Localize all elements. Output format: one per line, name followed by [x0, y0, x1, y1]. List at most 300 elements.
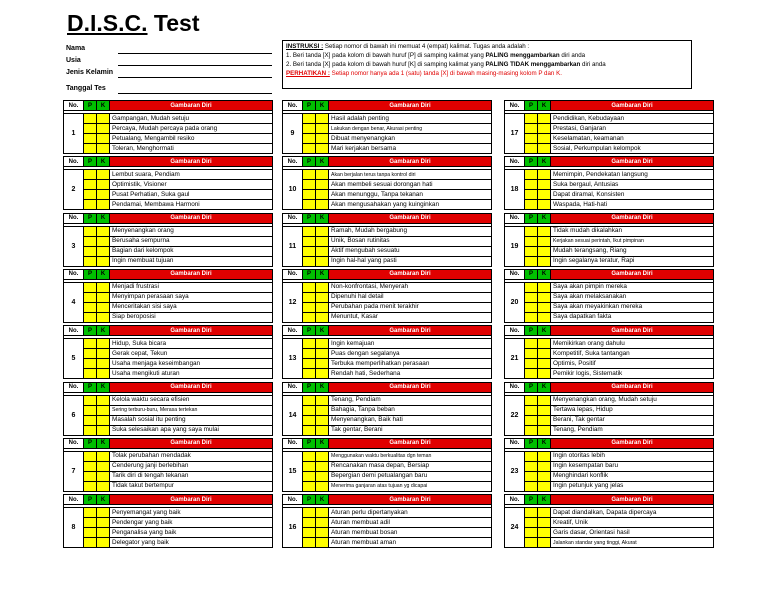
header-no: No.	[505, 269, 525, 279]
k-mark-cell[interactable]	[97, 312, 110, 322]
k-mark-cell[interactable]	[538, 144, 551, 154]
k-mark-cell[interactable]	[97, 114, 110, 124]
k-mark-cell[interactable]	[316, 226, 329, 236]
header-k: K	[538, 269, 551, 279]
k-mark-cell[interactable]	[538, 190, 551, 200]
k-mark-cell[interactable]	[538, 170, 551, 180]
k-mark-cell[interactable]	[538, 395, 551, 405]
gender-field[interactable]: Jenis Kelamin	[66, 68, 272, 80]
k-mark-cell[interactable]	[538, 256, 551, 266]
p-mark-cell[interactable]	[525, 292, 538, 302]
k-mark-cell[interactable]	[97, 200, 110, 210]
statement-row	[505, 369, 714, 379]
p-mark-cell[interactable]	[84, 134, 97, 144]
header-no: No.	[505, 438, 525, 448]
p-mark-cell[interactable]	[525, 134, 538, 144]
p-mark-cell[interactable]	[84, 180, 97, 190]
statement-row	[64, 359, 273, 369]
k-mark-cell[interactable]	[316, 508, 329, 518]
header-no: No.	[64, 101, 84, 111]
statement-row	[64, 528, 273, 538]
statement-row	[283, 395, 492, 405]
p-mark-cell[interactable]	[84, 471, 97, 481]
p-mark-cell[interactable]	[303, 312, 316, 322]
k-mark-cell[interactable]	[97, 246, 110, 256]
header-k: K	[538, 101, 551, 111]
k-mark-cell[interactable]	[316, 369, 329, 379]
test-date-line[interactable]	[118, 93, 272, 94]
question-block-2	[63, 156, 273, 210]
k-mark-cell[interactable]	[97, 349, 110, 359]
p-mark-cell[interactable]	[303, 349, 316, 359]
p-mark-cell[interactable]	[84, 451, 97, 461]
question-number: 16	[283, 508, 303, 548]
statement-row	[505, 508, 714, 518]
statement-row	[64, 349, 273, 359]
k-mark-cell[interactable]	[97, 405, 110, 415]
p-mark-cell[interactable]	[303, 246, 316, 256]
header-row	[64, 438, 273, 448]
p-mark-cell[interactable]	[84, 124, 97, 134]
statement-row	[64, 302, 273, 312]
statement-row	[505, 180, 714, 190]
p-mark-cell[interactable]	[525, 144, 538, 154]
p-mark-cell[interactable]	[303, 481, 316, 491]
p-mark-cell[interactable]	[303, 124, 316, 134]
p-mark-cell[interactable]	[525, 312, 538, 322]
k-mark-cell[interactable]	[538, 538, 551, 548]
p-mark-cell[interactable]	[84, 425, 97, 435]
statement-text: Usaha menjaga keseimbangan	[110, 359, 273, 369]
statement-row	[64, 461, 273, 471]
statement-text: Bepergian demi petualangan baru	[329, 471, 492, 481]
k-mark-cell[interactable]	[97, 236, 110, 246]
statement-row	[505, 405, 714, 415]
k-mark-cell[interactable]	[316, 124, 329, 134]
name-line[interactable]	[118, 53, 272, 54]
question-block-24	[504, 494, 714, 548]
p-mark-cell[interactable]	[525, 405, 538, 415]
k-mark-cell[interactable]	[538, 292, 551, 302]
statement-text: Berani, Tak gentar	[551, 415, 714, 425]
question-number: 23	[505, 451, 525, 491]
k-mark-cell[interactable]	[316, 425, 329, 435]
k-mark-cell[interactable]	[538, 508, 551, 518]
p-mark-cell[interactable]	[303, 528, 316, 538]
header-p: P	[84, 157, 97, 167]
k-mark-cell[interactable]	[538, 518, 551, 528]
question-number: 8	[64, 508, 84, 548]
statement-text: Waspada, Hati-hati	[551, 200, 714, 210]
k-mark-cell[interactable]	[97, 451, 110, 461]
k-mark-cell[interactable]	[538, 180, 551, 190]
age-field[interactable]: Usia	[66, 56, 272, 68]
k-mark-cell[interactable]	[97, 282, 110, 292]
p-mark-cell[interactable]	[525, 302, 538, 312]
k-mark-cell[interactable]	[97, 190, 110, 200]
p-mark-cell[interactable]	[84, 190, 97, 200]
p-mark-cell[interactable]	[525, 124, 538, 134]
statement-text: Rendah hati, Sederhana	[329, 369, 492, 379]
k-mark-cell[interactable]	[97, 170, 110, 180]
k-mark-cell[interactable]	[97, 528, 110, 538]
question-number: 11	[283, 226, 303, 266]
p-mark-cell[interactable]	[525, 170, 538, 180]
statement-text: Ingin otoritas lebih	[551, 451, 714, 461]
statement-row	[505, 471, 714, 481]
k-mark-cell[interactable]	[538, 528, 551, 538]
p-mark-cell[interactable]	[525, 349, 538, 359]
question-number: 1	[64, 114, 84, 154]
question-table	[504, 213, 714, 267]
p-mark-cell[interactable]	[525, 180, 538, 190]
statement-text: Tenang, Pendiam	[329, 395, 492, 405]
statement-row	[64, 226, 273, 236]
statement-row	[283, 369, 492, 379]
statement-row	[64, 170, 273, 180]
statement-text: Keselamatan, keamanan	[551, 134, 714, 144]
p-mark-cell[interactable]	[84, 114, 97, 124]
k-mark-cell[interactable]	[538, 246, 551, 256]
p-mark-cell[interactable]	[525, 481, 538, 491]
p-mark-cell[interactable]	[525, 369, 538, 379]
p-mark-cell[interactable]	[84, 256, 97, 266]
p-mark-cell[interactable]	[84, 170, 97, 180]
k-mark-cell[interactable]	[538, 481, 551, 491]
p-mark-cell[interactable]	[303, 180, 316, 190]
statement-text: Suka selesaikan apa yang saya mulai	[110, 425, 273, 435]
p-mark-cell[interactable]	[84, 461, 97, 471]
p-mark-cell[interactable]	[84, 246, 97, 256]
k-mark-cell[interactable]	[316, 415, 329, 425]
k-mark-cell[interactable]	[97, 256, 110, 266]
statement-text: Jalankan standar yang tinggi, Akurat	[551, 538, 714, 548]
p-mark-cell[interactable]	[303, 461, 316, 471]
header-p: P	[303, 101, 316, 111]
statement-text: Terbuka memperlihatkan perasaan	[329, 359, 492, 369]
k-mark-cell[interactable]	[538, 369, 551, 379]
k-mark-cell[interactable]	[538, 471, 551, 481]
p-mark-cell[interactable]	[525, 461, 538, 471]
statement-row	[283, 256, 492, 266]
k-mark-cell[interactable]	[316, 451, 329, 461]
p-mark-cell[interactable]	[84, 508, 97, 518]
k-mark-cell[interactable]	[316, 246, 329, 256]
header-k: K	[538, 495, 551, 505]
header-description: Gambaran Diri	[551, 438, 714, 448]
p-mark-cell[interactable]	[84, 144, 97, 154]
p-mark-cell[interactable]	[84, 349, 97, 359]
question-number: 4	[64, 282, 84, 322]
k-mark-cell[interactable]	[316, 282, 329, 292]
header-row	[283, 495, 492, 505]
p-mark-cell[interactable]	[303, 415, 316, 425]
k-mark-cell[interactable]	[97, 144, 110, 154]
header-k: K	[538, 326, 551, 336]
p-mark-cell[interactable]	[303, 170, 316, 180]
statement-row	[64, 471, 273, 481]
k-mark-cell[interactable]	[316, 359, 329, 369]
statement-row	[283, 518, 492, 528]
statement-row	[283, 226, 492, 236]
test-date-field[interactable]: Tanggal Tes	[66, 84, 272, 96]
p-mark-cell[interactable]	[84, 405, 97, 415]
header-k: K	[538, 157, 551, 167]
k-mark-cell[interactable]	[316, 481, 329, 491]
p-mark-cell[interactable]	[84, 339, 97, 349]
p-mark-cell[interactable]	[525, 471, 538, 481]
statement-row	[64, 246, 273, 256]
p-mark-cell[interactable]	[84, 395, 97, 405]
k-mark-cell[interactable]	[316, 339, 329, 349]
gender-line[interactable]	[118, 77, 272, 78]
k-mark-cell[interactable]	[97, 538, 110, 548]
k-mark-cell[interactable]	[538, 302, 551, 312]
p-mark-cell[interactable]	[84, 200, 97, 210]
p-mark-cell[interactable]	[303, 538, 316, 548]
p-mark-cell[interactable]	[525, 359, 538, 369]
k-mark-cell[interactable]	[316, 538, 329, 548]
k-mark-cell[interactable]	[316, 302, 329, 312]
statement-text: Optimistik, Visioner	[110, 180, 273, 190]
k-mark-cell[interactable]	[538, 359, 551, 369]
p-mark-cell[interactable]	[84, 292, 97, 302]
name-field[interactable]: Nama	[66, 44, 272, 56]
statement-text: Ingin kemajuan	[329, 339, 492, 349]
p-mark-cell[interactable]	[525, 395, 538, 405]
p-mark-cell[interactable]	[303, 359, 316, 369]
statement-text: Usaha mengikuti aturan	[110, 369, 273, 379]
p-mark-cell[interactable]	[525, 190, 538, 200]
question-block-16	[282, 494, 492, 548]
statement-row	[505, 461, 714, 471]
statement-row	[64, 339, 273, 349]
statement-text: Akan berjalan terus tanpa kontrol diri	[329, 170, 492, 180]
question-table	[282, 269, 492, 323]
question-number: 21	[505, 339, 525, 379]
p-mark-cell[interactable]	[84, 415, 97, 425]
k-mark-cell[interactable]	[97, 369, 110, 379]
statement-text: Tarik diri di tengah tekanan	[110, 471, 273, 481]
statement-text: Suka bergaul, Antusias	[551, 180, 714, 190]
p-mark-cell[interactable]	[303, 200, 316, 210]
p-mark-cell[interactable]	[84, 312, 97, 322]
p-mark-cell[interactable]	[525, 226, 538, 236]
p-mark-cell[interactable]	[303, 471, 316, 481]
p-mark-cell[interactable]	[525, 236, 538, 246]
k-mark-cell[interactable]	[538, 312, 551, 322]
k-mark-cell[interactable]	[97, 415, 110, 425]
k-mark-cell[interactable]	[97, 302, 110, 312]
p-mark-cell[interactable]	[303, 134, 316, 144]
statement-text: Akan mengusahakan yang kuinginkan	[329, 200, 492, 210]
k-mark-cell[interactable]	[97, 461, 110, 471]
header-description: Gambaran Diri	[329, 213, 492, 223]
k-mark-cell[interactable]	[538, 405, 551, 415]
p-mark-cell[interactable]	[303, 236, 316, 246]
statement-text: Tak gentar, Berani	[329, 425, 492, 435]
k-mark-cell[interactable]	[316, 190, 329, 200]
k-mark-cell[interactable]	[316, 114, 329, 124]
k-mark-cell[interactable]	[316, 292, 329, 302]
p-mark-cell[interactable]	[303, 425, 316, 435]
k-mark-cell[interactable]	[538, 451, 551, 461]
instructions-box	[282, 40, 692, 89]
p-mark-cell[interactable]	[303, 302, 316, 312]
p-mark-cell[interactable]	[303, 292, 316, 302]
statement-row	[283, 292, 492, 302]
k-mark-cell[interactable]	[538, 349, 551, 359]
question-block-10	[282, 156, 492, 210]
p-mark-cell[interactable]	[84, 518, 97, 528]
p-mark-cell[interactable]	[303, 339, 316, 349]
k-mark-cell[interactable]	[97, 395, 110, 405]
p-mark-cell[interactable]	[303, 518, 316, 528]
k-mark-cell[interactable]	[97, 339, 110, 349]
k-mark-cell[interactable]	[97, 481, 110, 491]
p-mark-cell[interactable]	[84, 538, 97, 548]
statement-row	[64, 124, 273, 134]
question-number: 7	[64, 451, 84, 491]
statement-text: Tertawa lepas, Hidup	[551, 405, 714, 415]
k-mark-cell[interactable]	[316, 312, 329, 322]
k-mark-cell[interactable]	[538, 200, 551, 210]
header-no: No.	[283, 438, 303, 448]
p-mark-cell[interactable]	[525, 518, 538, 528]
k-mark-cell[interactable]	[316, 528, 329, 538]
k-mark-cell[interactable]	[538, 461, 551, 471]
p-mark-cell[interactable]	[84, 226, 97, 236]
statement-text: Mudah terangsang, Riang	[551, 246, 714, 256]
statement-row	[64, 312, 273, 322]
p-mark-cell[interactable]	[84, 282, 97, 292]
header-no: No.	[64, 157, 84, 167]
k-mark-cell[interactable]	[538, 282, 551, 292]
k-mark-cell[interactable]	[97, 425, 110, 435]
k-mark-cell[interactable]	[97, 226, 110, 236]
p-mark-cell[interactable]	[84, 369, 97, 379]
statement-text: Aktif mengubah sesuatu	[329, 246, 492, 256]
p-mark-cell[interactable]	[525, 200, 538, 210]
question-table	[504, 100, 714, 154]
header-k: K	[97, 326, 110, 336]
p-mark-cell[interactable]	[303, 144, 316, 154]
p-mark-cell[interactable]	[525, 538, 538, 548]
k-mark-cell[interactable]	[97, 518, 110, 528]
k-mark-cell[interactable]	[97, 508, 110, 518]
question-number: 24	[505, 508, 525, 548]
statement-text: Lakukan dengan benar, Akurasi penting	[329, 124, 492, 134]
statement-row	[505, 134, 714, 144]
p-mark-cell[interactable]	[303, 226, 316, 236]
statement-row	[283, 481, 492, 491]
statement-row	[505, 144, 714, 154]
question-number: 13	[283, 339, 303, 379]
k-mark-cell[interactable]	[316, 471, 329, 481]
header-row	[283, 438, 492, 448]
p-mark-cell[interactable]	[303, 256, 316, 266]
k-mark-cell[interactable]	[316, 349, 329, 359]
header-description: Gambaran Diri	[110, 438, 273, 448]
p-mark-cell[interactable]	[303, 451, 316, 461]
p-mark-cell[interactable]	[303, 405, 316, 415]
k-mark-cell[interactable]	[97, 471, 110, 481]
k-mark-cell[interactable]	[316, 170, 329, 180]
k-mark-cell[interactable]	[97, 359, 110, 369]
p-mark-cell[interactable]	[525, 508, 538, 518]
k-mark-cell[interactable]	[97, 180, 110, 190]
statement-row	[64, 180, 273, 190]
k-mark-cell[interactable]	[538, 134, 551, 144]
k-mark-cell[interactable]	[538, 124, 551, 134]
p-mark-cell[interactable]	[303, 395, 316, 405]
k-mark-cell[interactable]	[316, 405, 329, 415]
p-mark-cell[interactable]	[303, 282, 316, 292]
p-mark-cell[interactable]	[303, 508, 316, 518]
k-mark-cell[interactable]	[538, 425, 551, 435]
header-k: K	[316, 326, 329, 336]
p-mark-cell[interactable]	[525, 246, 538, 256]
k-mark-cell[interactable]	[538, 114, 551, 124]
statement-text: Tidak mudah dikalahkan	[551, 226, 714, 236]
k-mark-cell[interactable]	[316, 461, 329, 471]
p-mark-cell[interactable]	[525, 256, 538, 266]
statement-text: Perubahan pada menit terakhir	[329, 302, 492, 312]
p-mark-cell[interactable]	[303, 114, 316, 124]
p-mark-cell[interactable]	[303, 190, 316, 200]
k-mark-cell[interactable]	[538, 226, 551, 236]
p-mark-cell[interactable]	[303, 369, 316, 379]
statement-text: Lembut suara, Pendiam	[110, 170, 273, 180]
p-mark-cell[interactable]	[84, 481, 97, 491]
k-mark-cell[interactable]	[316, 200, 329, 210]
k-mark-cell[interactable]	[316, 256, 329, 266]
k-mark-cell[interactable]	[97, 134, 110, 144]
k-mark-cell[interactable]	[97, 124, 110, 134]
p-mark-cell[interactable]	[84, 528, 97, 538]
p-mark-cell[interactable]	[525, 114, 538, 124]
header-p: P	[84, 382, 97, 392]
k-mark-cell[interactable]	[97, 292, 110, 302]
p-mark-cell[interactable]	[525, 451, 538, 461]
p-mark-cell[interactable]	[84, 302, 97, 312]
p-mark-cell[interactable]	[84, 236, 97, 246]
k-mark-cell[interactable]	[538, 339, 551, 349]
p-mark-cell[interactable]	[525, 282, 538, 292]
p-mark-cell[interactable]	[525, 415, 538, 425]
k-mark-cell[interactable]	[538, 415, 551, 425]
statement-row	[505, 528, 714, 538]
header-description: Gambaran Diri	[329, 157, 492, 167]
statement-text: Menyenangkan orang, Mudah setuju	[551, 395, 714, 405]
p-mark-cell[interactable]	[525, 528, 538, 538]
p-mark-cell[interactable]	[84, 359, 97, 369]
k-mark-cell[interactable]	[316, 395, 329, 405]
k-mark-cell[interactable]	[538, 236, 551, 246]
p-mark-cell[interactable]	[525, 339, 538, 349]
k-mark-cell[interactable]	[316, 180, 329, 190]
k-mark-cell[interactable]	[316, 518, 329, 528]
header-p: P	[525, 382, 538, 392]
header-k: K	[97, 269, 110, 279]
k-mark-cell[interactable]	[316, 144, 329, 154]
k-mark-cell[interactable]	[316, 236, 329, 246]
age-line[interactable]	[118, 65, 272, 66]
question-table	[63, 325, 273, 379]
question-table	[282, 438, 492, 492]
k-mark-cell[interactable]	[316, 134, 329, 144]
p-mark-cell[interactable]	[525, 425, 538, 435]
